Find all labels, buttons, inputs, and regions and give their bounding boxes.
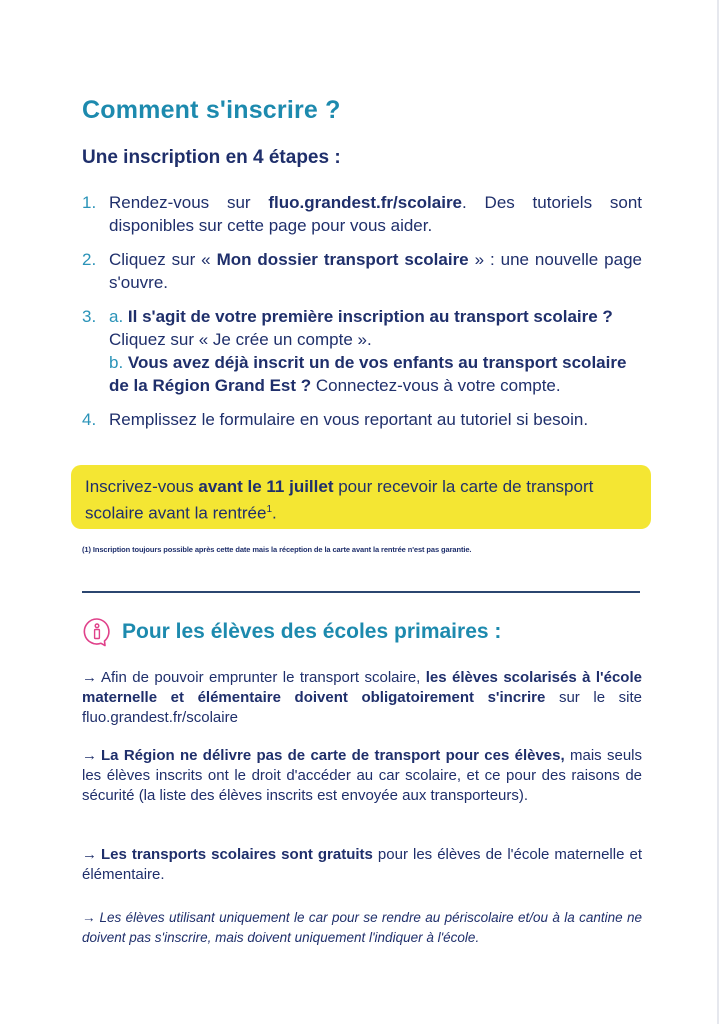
bullet-text-post: pour les élèves de l'école maternelle et élémentaire. <box>82 846 642 883</box>
step-number: 1. <box>82 193 97 212</box>
bullet-text-bold: les élèves scolarisés à l'école maternelle et élémentaire doivent obligatoirement s'incrire <box>82 669 642 706</box>
bullet-text-post: Les élèves utilisant uniquement le car pour se rendre au périscolaire et/ou à la cantine ne doivent pas s'inscrire, mais doivent uniquement l'indiquer à l'école. <box>82 910 642 945</box>
section-heading-text: Pour les élèves des écoles primaires : <box>122 620 502 643</box>
step-text: Remplissez le formulaire en vous reportant au tutoriel si besoin. <box>109 410 589 429</box>
registration-link[interactable]: fluo.grandest.fr/scolaire <box>82 709 238 726</box>
sub-step-a-text: Cliquez sur « Je crée un compte ». <box>109 330 372 349</box>
arrow-icon: → <box>82 846 97 863</box>
sub-step-b-text: Connectez-vous à votre compte. <box>311 376 561 395</box>
callout-text-post: pour recevoir la carte de transport scolaire avant la rentrée <box>85 477 594 523</box>
section-divider <box>82 591 640 593</box>
step-text <box>109 305 642 397</box>
step-2 <box>82 248 642 294</box>
callout-text-end: . <box>272 503 277 523</box>
arrow-icon: → <box>82 747 97 764</box>
step-text-post: » : une nouvelle page s'ouvre. <box>109 250 642 292</box>
step-3 <box>82 305 642 397</box>
arrow-icon: → <box>82 910 96 925</box>
info-bullet-2 <box>82 746 642 806</box>
step-text-post: . Des tutoriels sont disponibles sur cette page pour vous aider. <box>109 193 642 235</box>
bullet-text-pre: Afin de pouvoir emprunter le transport scolaire, <box>101 669 426 686</box>
arrow-icon: → <box>82 669 97 686</box>
info-speech-bubble-icon <box>82 617 112 647</box>
step-text-pre: Rendez-vous sur <box>109 193 269 212</box>
info-bullet-3 <box>82 845 642 885</box>
step-text <box>109 248 642 294</box>
info-bullet-1 <box>82 668 642 728</box>
page-edge <box>717 0 719 1024</box>
step-number: 4. <box>82 410 97 429</box>
deadline-date: avant le 11 juillet <box>198 477 334 496</box>
steps-list <box>82 191 642 442</box>
dossier-button-label: Mon dossier transport scolaire <box>216 250 469 269</box>
footnote-ref: 1 <box>266 504 272 515</box>
bullet-text-bold: Les transports scolaires sont gratuits <box>101 846 373 863</box>
sub-step-label-a: a. <box>109 307 128 326</box>
step-text <box>109 191 642 237</box>
sub-step-b-question: Vous avez déjà inscrit un de vos enfants au transport scolaire de la Région Grand Est ? <box>109 353 627 395</box>
bullet-text-bold: La Région ne délivre pas de carte de transport pour ces élèves, <box>101 747 565 764</box>
step-number: 3. <box>82 307 97 326</box>
registration-link[interactable]: fluo.grandest.fr/scolaire <box>268 193 463 212</box>
info-bullet-4 <box>82 908 642 948</box>
footnote: (1) Inscription toujours possible après cette date mais la réception de la carte avant la rentrée n'est pas garantie. <box>82 545 472 554</box>
sub-step-a-question: Il s'agit de votre première inscription au transport scolaire ? <box>127 307 613 326</box>
steps-subtitle: Une inscription en 4 étapes : <box>82 147 341 168</box>
step-1 <box>82 191 642 237</box>
bullet-text-post: mais seuls les élèves inscrits ont le droit d'accéder au car scolaire, et ce pour des raisons de sécurité (la liste des élèves inscrits est envoyée aux transporteurs). <box>82 747 642 804</box>
deadline-callout <box>71 465 651 529</box>
step-4 <box>82 408 642 431</box>
page-title: Comment s'inscrire ? <box>82 96 341 124</box>
step-text-pre: Cliquez sur « <box>109 250 217 269</box>
callout-text-pre: Inscrivez-vous <box>85 477 199 496</box>
primary-schools-heading <box>82 617 501 647</box>
sub-step-label-b: b. <box>109 353 128 372</box>
step-number: 2. <box>82 250 97 269</box>
bullet-text-mid: sur le site <box>545 689 643 706</box>
